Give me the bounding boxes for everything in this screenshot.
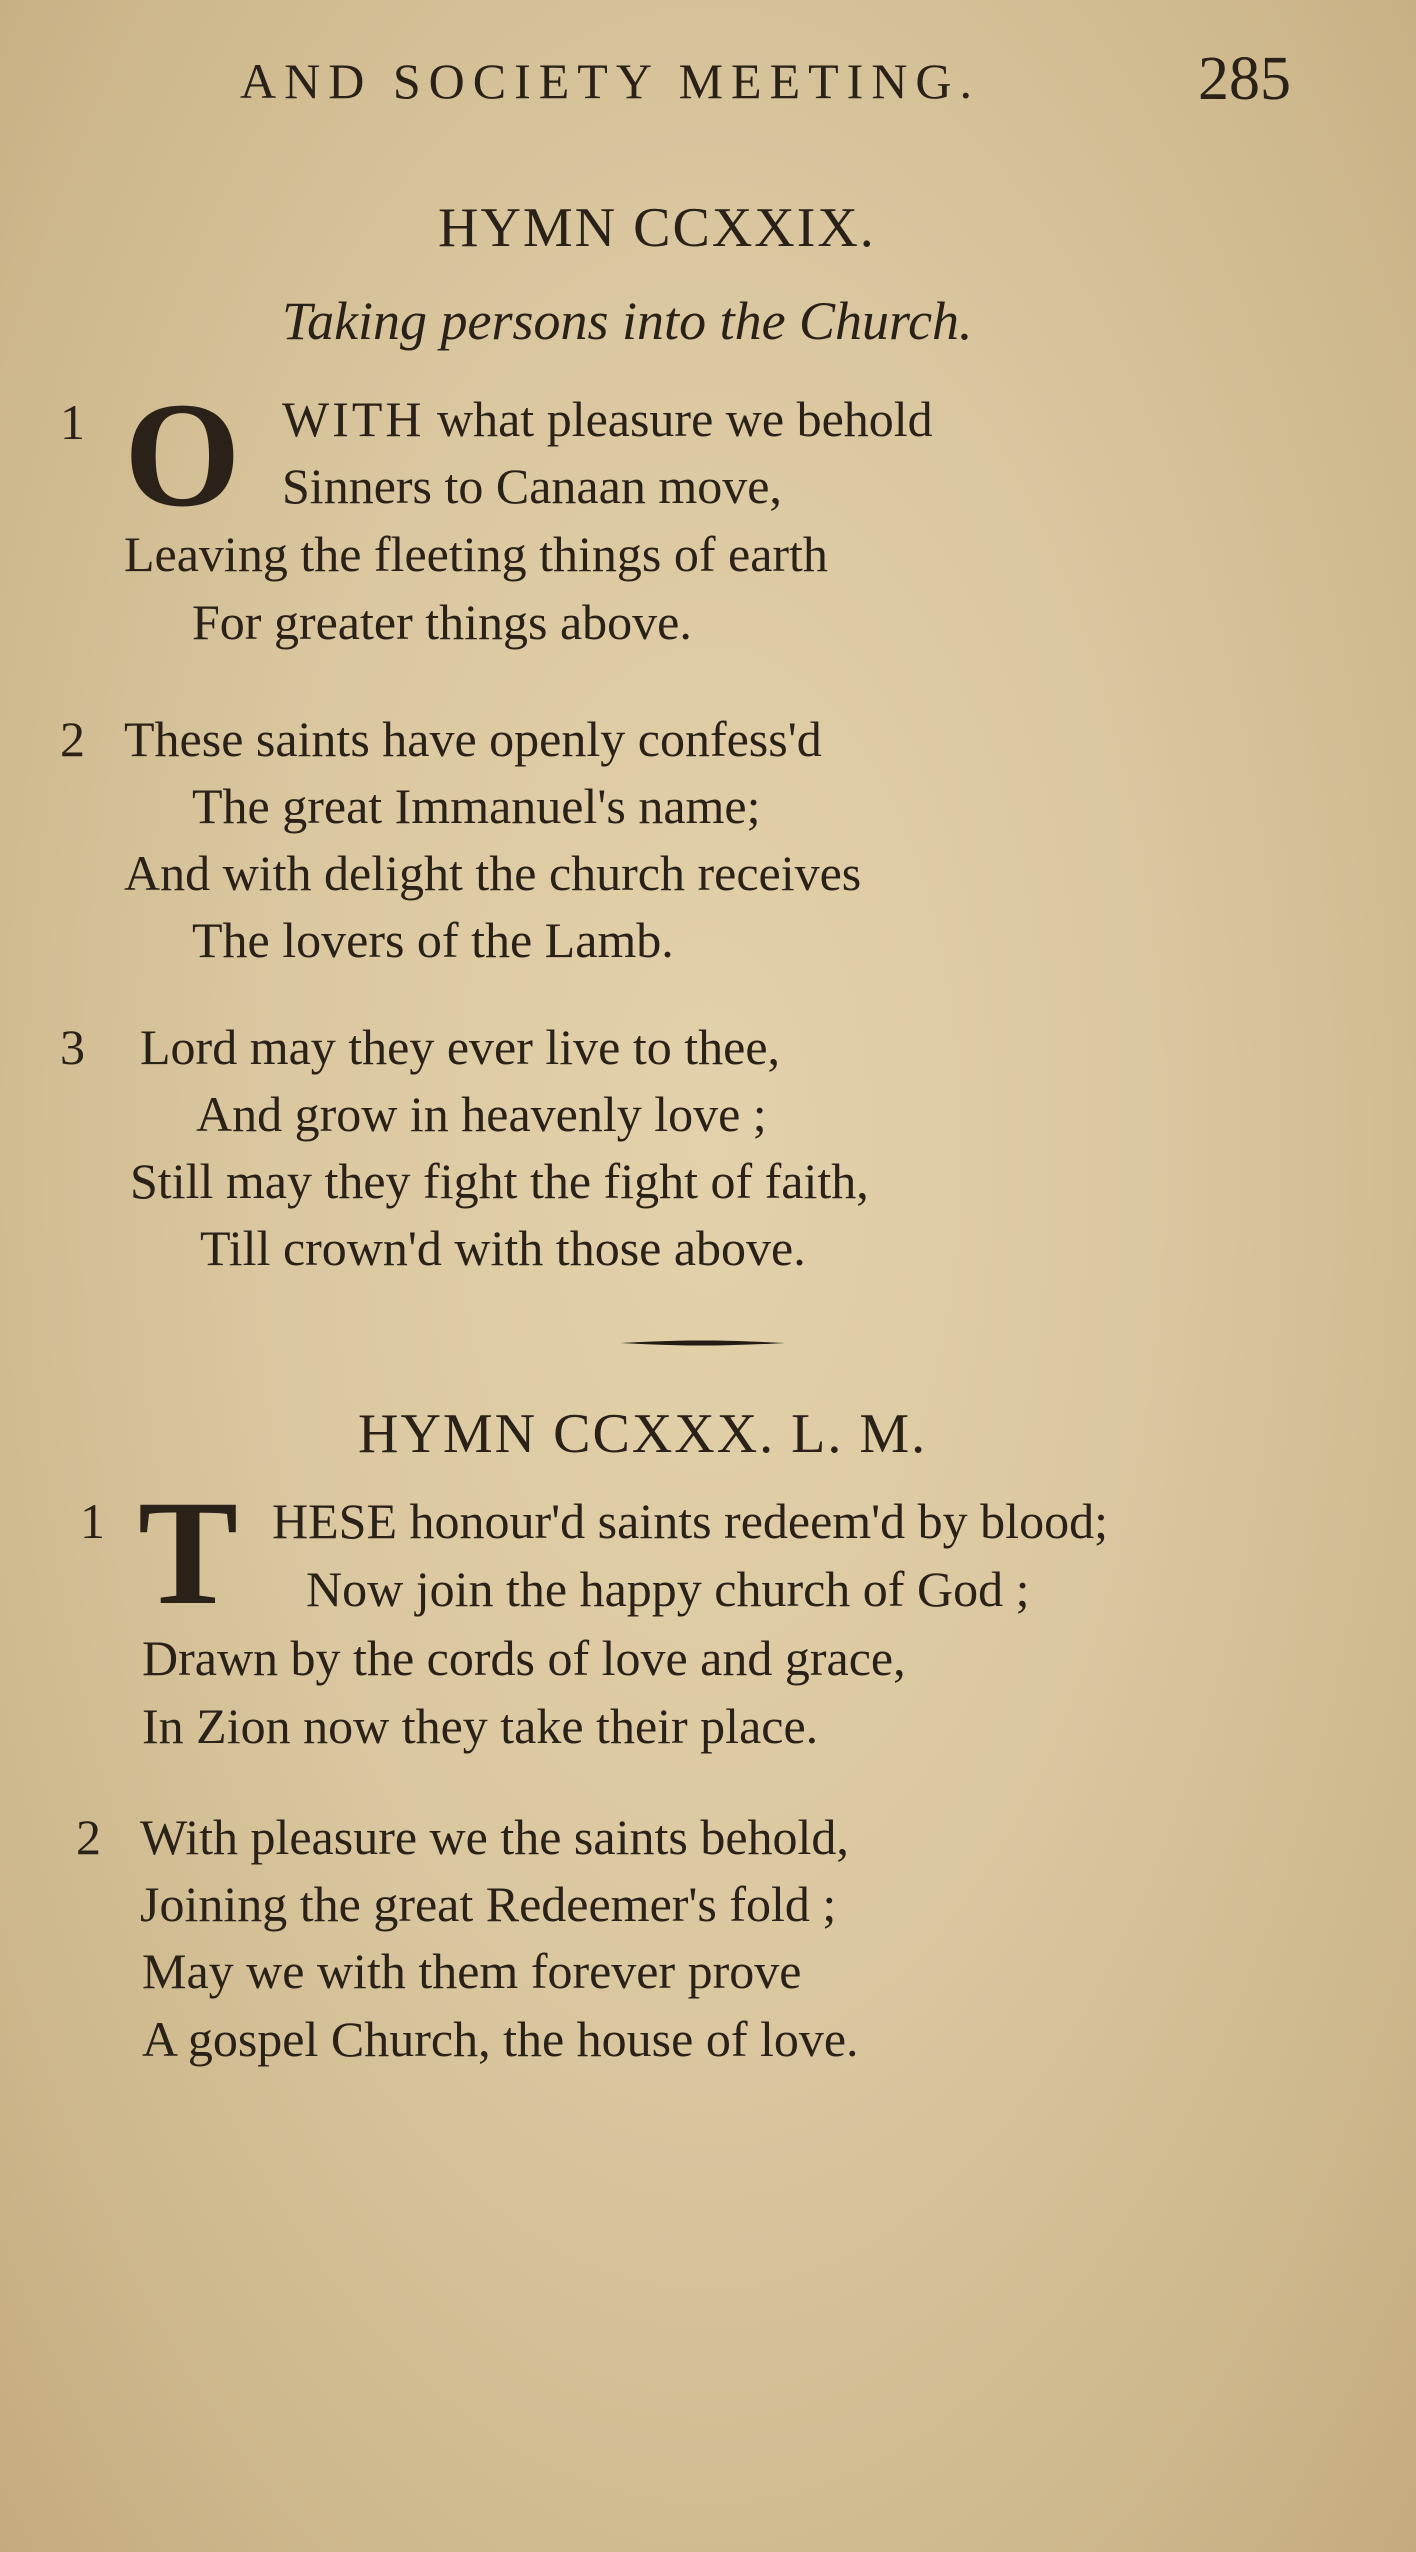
hymn-229-verse-3-line-4: Till crown'd with those above. <box>200 1220 806 1276</box>
hymn-229-title: HYMN CCXXIX. <box>438 197 876 259</box>
hymn-230-verse-1-line-3: Drawn by the cords of love and grace, <box>142 1630 906 1686</box>
hymn-230-title: HYMN CCXXX. L. M. <box>358 1403 928 1465</box>
hymn-229-verse-1-number: 1 <box>60 394 85 450</box>
hymn-229-verse-3-number: 3 <box>60 1019 85 1075</box>
hymn-229-verse-3-line-1: Lord may they ever live to thee, <box>140 1019 781 1075</box>
hymn-229-verse-2-line-1: These saints have openly confess'd <box>124 711 822 767</box>
page-number: 285 <box>1198 45 1291 113</box>
hymn-230-verse-1-line-4: In Zion now they take their place. <box>142 1698 819 1754</box>
hymn-230-verse-2-line-4: A gospel Church, the house of love. <box>142 2011 859 2067</box>
hymn-229-verse-1-line-3: Leaving the fleeting things of earth <box>124 526 828 582</box>
hymn-230-verse-2-line-1: With pleasure we the saints behold, <box>140 1809 849 1865</box>
hymn-229-verse-1-line-2: Sinners to Canaan move, <box>282 458 782 514</box>
line-text: honour'd saints redeem'd by blood; <box>397 1493 1108 1549</box>
hymn-230-verse-2-line-3: May we with them forever prove <box>142 1943 802 1999</box>
hymn-229-subtitle: Taking persons into the Church. <box>282 291 973 351</box>
hymn-230-verse-1-number: 1 <box>80 1493 105 1549</box>
hymn-230-verse-1-line-1 <box>272 1492 1108 1550</box>
hymn-229-verse-2-line-2: The great Immanuel's name; <box>192 778 761 834</box>
hymn-230-verse-2-line-2: Joining the great Redeemer's fold ; <box>140 1876 837 1932</box>
dropcap-letter: T <box>138 1470 239 1636</box>
hymn-230-verse-1-line-2: Now join the happy church of God ; <box>306 1561 1030 1617</box>
hymn-229-verse-2-number: 2 <box>60 711 85 767</box>
hymn-229-verse-1-line-1 <box>282 390 933 448</box>
running-head: AND SOCIETY MEETING. <box>240 53 981 109</box>
line-text: what pleasure we behold <box>424 391 933 447</box>
section-divider-ornament <box>620 1339 785 1347</box>
hymn-229-verse-1-line-4: For greater things above. <box>192 594 692 650</box>
hymn-229-verse-2-line-3: And with delight the church receives <box>124 845 862 901</box>
hymn-229-verse-3-line-3: Still may they fight the fight of faith, <box>130 1153 869 1209</box>
lead-word: WITH <box>282 391 425 447</box>
hymn-229-verse-3-line-2: And grow in heavenly love ; <box>196 1086 767 1142</box>
lead-word: HESE <box>272 1493 397 1549</box>
dropcap-letter: O <box>124 372 241 538</box>
hymn-229-verse-2-line-4: The lovers of the Lamb. <box>192 912 674 968</box>
hymn-230-verse-2-number: 2 <box>76 1809 101 1865</box>
